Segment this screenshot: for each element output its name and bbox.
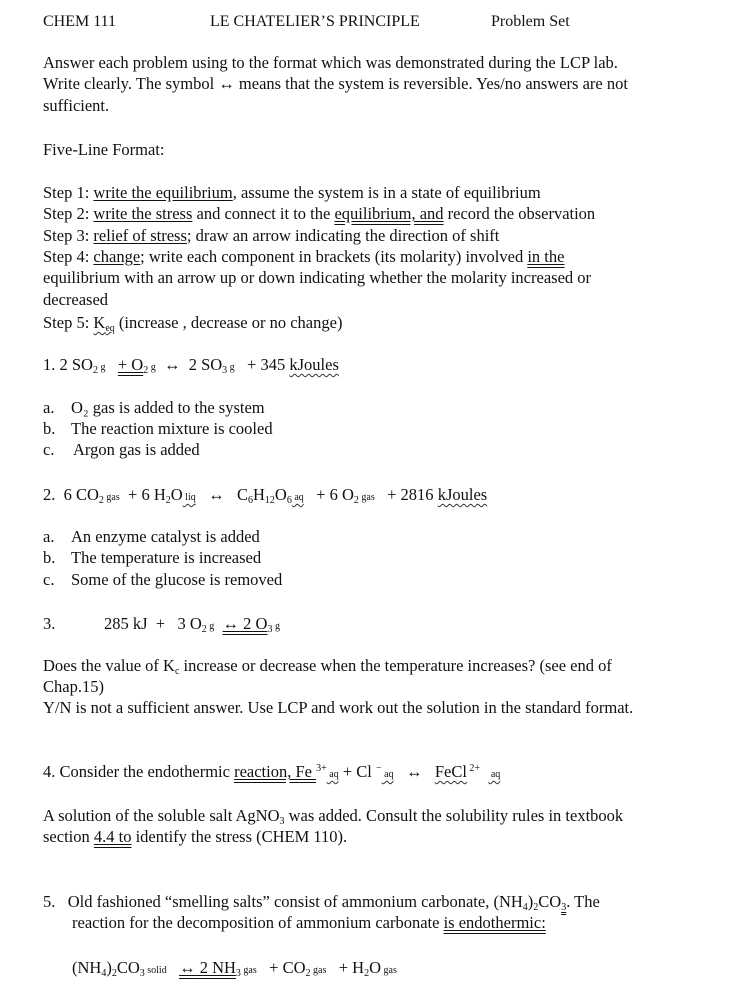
eq-sub: 2	[364, 968, 370, 979]
eq-state: aq	[381, 769, 394, 780]
step-5	[43, 312, 342, 333]
eq-sup: 2+	[466, 763, 481, 774]
step-2-key: write the stress	[93, 204, 193, 223]
eq-state: aq	[488, 769, 501, 780]
problem-4-text-1	[43, 805, 623, 826]
step-2-label: Step 2:	[43, 204, 94, 223]
eq-sub: 12	[264, 495, 275, 506]
eq-sup: 3+	[316, 763, 327, 774]
item-label: b.	[43, 419, 56, 438]
eq-term: + 2816	[387, 485, 438, 504]
eq-term: + H	[338, 958, 365, 977]
item-label: c.	[43, 440, 55, 459]
step-2-text: and connect it to the	[192, 204, 335, 223]
eq-term: C	[236, 485, 248, 504]
eq-sub: 2	[165, 495, 171, 506]
text: reaction for the decomposition of ammonium carbonate	[72, 913, 444, 932]
eq-sub: 6	[286, 495, 292, 506]
text: )	[527, 892, 534, 911]
item-label: b.	[43, 548, 56, 567]
text-sub: 4	[522, 902, 528, 913]
item-text: Argon gas is added	[73, 440, 200, 459]
text: . The	[566, 892, 600, 911]
eq-sub: 2	[98, 495, 104, 506]
step-1-text: , assume the system is in a state of equilibrium	[232, 183, 541, 202]
problem-2-a	[43, 526, 260, 547]
eq-sub: 2	[353, 495, 359, 506]
reversible-arrow-icon: ↔	[208, 485, 225, 504]
eq-state: g	[148, 362, 156, 373]
eq-sub: 3	[267, 624, 273, 635]
step-3-text: ; draw an arrow indicating the direction of shift	[186, 226, 500, 245]
problem-4-text-2	[43, 826, 347, 847]
eq-state: aq	[291, 492, 304, 503]
eq-term: O	[274, 485, 287, 504]
text-marked: is endothermic:	[443, 913, 546, 932]
eq-state: g	[97, 362, 106, 373]
page-title: LE CHATELIER’S PRINCIPLE	[210, 13, 420, 30]
step-3-label: Step 3:	[43, 226, 94, 245]
eq-term: 2 O	[239, 614, 268, 633]
item-text: The reaction mixture is cooled	[71, 419, 273, 438]
step-5-text: (increase , decrease or no change)	[118, 313, 343, 332]
text-sub: 2	[533, 902, 539, 913]
step-2-text-end: record the observation	[443, 204, 596, 223]
step-2	[43, 203, 595, 224]
eq-state: gas	[358, 492, 375, 503]
step-4-label: Step 4:	[43, 247, 94, 266]
step-5-label: Step 5:	[43, 313, 94, 332]
reversible-arrow-icon: ↔	[222, 614, 240, 633]
text-sub: 3	[561, 902, 567, 913]
step-1-key: write the equilibrium	[93, 183, 233, 202]
question-text: increase or decrease when the temperature increases? (see end of	[179, 656, 612, 675]
eq-term: CO	[116, 958, 140, 977]
eq-sub: 2	[201, 624, 207, 635]
problem-4-lead: 4. Consider the endothermic	[43, 762, 235, 781]
problem-2-c	[43, 569, 283, 590]
reversible-arrow-icon: ↔	[405, 762, 423, 781]
text: section	[43, 827, 94, 846]
step-4	[43, 246, 564, 267]
problem-2-b	[43, 547, 262, 568]
problem-1-c	[43, 439, 200, 460]
problem-1-b	[43, 418, 273, 439]
eq-term: 2 SO	[188, 355, 223, 374]
eq-term: (NH	[72, 958, 102, 977]
item-label: a.	[43, 398, 55, 417]
course-code: CHEM 111	[43, 13, 117, 30]
eq-sub: 2	[92, 365, 98, 376]
format-heading: Five-Line Format:	[43, 140, 165, 159]
eq-term: + O	[117, 355, 144, 374]
eq-sup: −	[375, 763, 382, 774]
problem-1-a	[43, 397, 265, 418]
eq-term: + 6 O	[316, 485, 354, 504]
eq-sub: 3	[235, 968, 241, 979]
eq-term: H	[253, 485, 265, 504]
item-text: O₂ gas is added to the system	[71, 398, 265, 417]
eq-state: solid	[144, 965, 167, 976]
problem-5-equation	[72, 957, 397, 981]
problem-3-question-3: Y/N is not a sufficient answer. Use LCP and work out the solution in the standard format.	[43, 698, 634, 717]
question-text: Does the value of K	[43, 656, 175, 675]
eq-unit: kJoules	[289, 355, 339, 374]
step-4-line-2: equilibrium with an arrow up or down indicating whether the molarity increased or	[43, 268, 592, 287]
intro-line-1: Answer each problem using to the format which was demonstrated during the LCP lab.	[43, 53, 618, 72]
step-3	[43, 225, 499, 246]
problem-1-number: 1.	[43, 355, 56, 374]
step-1-label: Step 1:	[43, 183, 94, 202]
eq-term: 285 kJ	[104, 614, 148, 633]
problem-4-equation	[43, 761, 500, 785]
eq-term: 2 NH	[195, 958, 236, 977]
eq-plus: +	[155, 614, 166, 633]
eq-sub: 4	[101, 968, 107, 979]
step-1	[43, 182, 541, 203]
eq-state: g	[272, 621, 280, 632]
eq-sub: 2	[111, 968, 117, 979]
eq-term: O	[170, 485, 183, 504]
problem-3-question-1	[43, 655, 612, 676]
eq-unit: kJoules	[437, 485, 488, 504]
reversible-arrow-icon: ↔	[179, 958, 196, 977]
eq-term: + CO	[269, 958, 306, 977]
eq-sub: 2	[143, 365, 149, 376]
eq-state: gas	[240, 965, 257, 976]
eq-sub: 3	[139, 968, 145, 979]
text: CO	[538, 892, 562, 911]
eq-state: g	[206, 621, 215, 632]
eq-term: O	[369, 958, 381, 977]
eq-marked	[223, 614, 268, 633]
eq-sub: 6	[248, 495, 253, 506]
eq-term: 6 CO	[63, 485, 99, 504]
text: Old fashioned “smelling salts” consist of ammonium carbonate, (NH	[67, 892, 523, 911]
eq-term: 3 O	[177, 614, 202, 633]
eq-state: g	[227, 362, 235, 373]
eq-term: FeCl	[434, 762, 467, 781]
eq-sub: 2	[305, 968, 311, 979]
item-label: c.	[43, 570, 55, 589]
eq-term: + Cl	[342, 762, 376, 781]
item-label: a.	[43, 527, 55, 546]
step-3-key: relief of stress	[93, 226, 187, 245]
eq-state: liq	[182, 492, 196, 503]
text: was added. Consult the solubility rules in textbook	[284, 806, 624, 825]
intro-line-2: Write clearly. The symbol ↔ means that the system is reversible. Yes/no answers are not	[43, 74, 628, 93]
problem-3-question-2: Chap.15)	[43, 677, 104, 696]
problem-2-equation	[43, 484, 487, 508]
step-2-marked: equilibrium, and	[334, 204, 444, 223]
problem-2-number: 2.	[43, 485, 56, 504]
step-4-marked: in the	[527, 247, 565, 266]
eq-term: 2 SO	[59, 355, 93, 374]
eq-term-marked	[118, 355, 148, 374]
problem-3-equation	[104, 613, 280, 637]
text-sub: 3	[279, 816, 285, 827]
item-text: An enzyme catalyst is added	[71, 527, 260, 546]
item-text: Some of the glucose is removed	[71, 570, 283, 589]
doc-type: Problem Set	[491, 13, 570, 30]
problem-4-marked: reaction, Fe	[234, 762, 317, 781]
text-marked: 4.4 to	[93, 827, 132, 846]
text: A solution of the soluble salt AgNO	[43, 806, 280, 825]
eq-term: )	[106, 958, 112, 977]
eq-term: + 345	[247, 355, 290, 374]
eq-marked	[179, 958, 236, 977]
reversible-arrow-icon: ↔	[163, 355, 181, 374]
step-4-key: change	[93, 247, 141, 266]
question-sub: c	[174, 666, 180, 677]
k-symbol: K	[93, 313, 106, 332]
item-text: The temperature is increased	[71, 548, 262, 567]
problem-3-number: 3.	[43, 614, 56, 633]
step-5-k	[93, 313, 114, 332]
eq-sub: 3	[222, 365, 228, 376]
problem-5-line-1	[43, 891, 600, 912]
eq-state: gas	[381, 965, 397, 976]
text: identify the stress (CHEM 110).	[131, 827, 348, 846]
intro-line-3: sufficient.	[43, 96, 110, 115]
problem-5-line-2	[72, 912, 546, 933]
k-subscript: eq	[105, 323, 115, 334]
problem-5-number: 5.	[43, 892, 56, 911]
step-4-text: ; write each component in brackets (its molarity) involved	[140, 247, 528, 266]
eq-state: aq	[326, 769, 339, 780]
problem-1-equation	[43, 354, 339, 378]
eq-term: + 6 H	[128, 485, 166, 504]
eq-state: gas	[103, 492, 120, 503]
eq-state: gas	[310, 965, 327, 976]
step-4-line-3: decreased	[43, 290, 109, 309]
